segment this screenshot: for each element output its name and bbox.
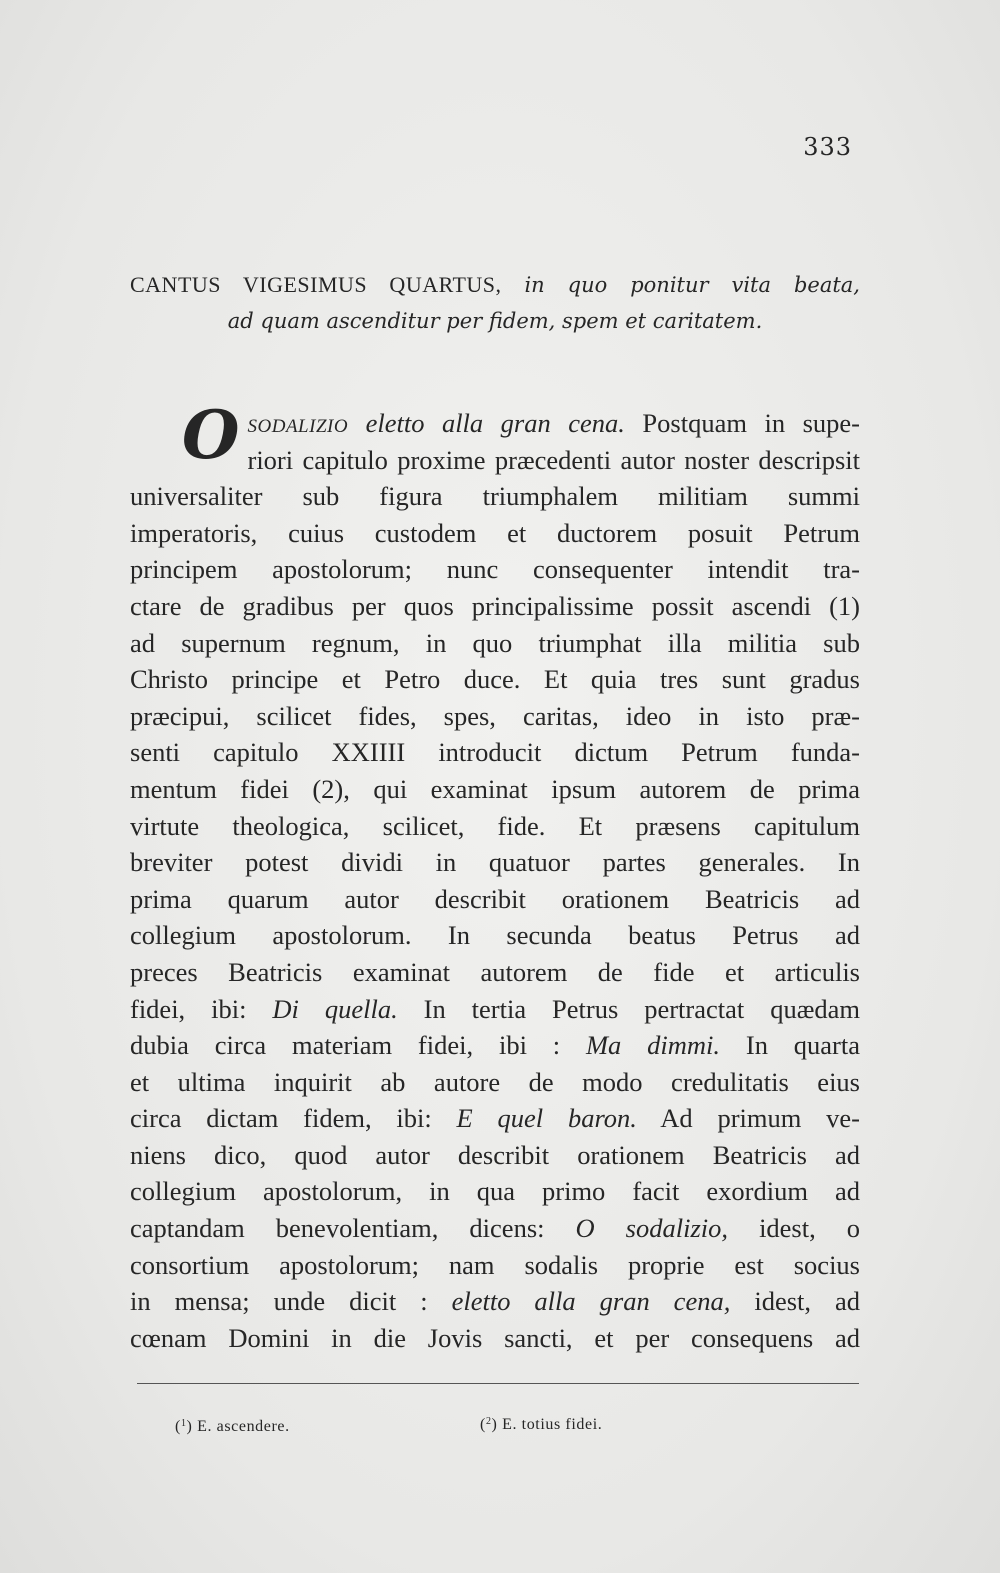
footnote-2-text: E. totius fidei.: [502, 1416, 603, 1433]
text-fragment: circa dictam fidem, ibi:: [130, 1103, 432, 1134]
text-line: [130, 1100, 860, 1137]
footnote-mark-1: (1): [829, 590, 860, 621]
incipit-smallcaps: sodalizio: [247, 408, 349, 438]
text-line: collegium apostolorum. In secunda beatus Petrus ad: [130, 920, 860, 951]
commentary-text: [130, 396, 861, 1356]
footnote-2-mark: 2: [485, 1416, 492, 1427]
text-line: virtute theologica, scilicet, fide. Et præsens capitulum: [130, 810, 860, 841]
text-fragment: In quarta: [745, 1030, 861, 1061]
text-fragment: in mensa; unde dicit :: [130, 1286, 428, 1317]
text-line: breviter potest dividi in quatuor partes generales. In: [130, 847, 860, 878]
text-fragment: captandam benevolentiam, dicens:: [130, 1213, 545, 1244]
text-line: niens dico, quod autor describit orationem Beatricis ad: [130, 1139, 860, 1170]
text-line: preces Beatricis examinat autorem de fide et articulis: [130, 956, 860, 987]
footnote-rule: [137, 1383, 859, 1384]
text-fragment: eletto alla gran cena,: [451, 1286, 731, 1317]
incipit-italic: eletto alla gran cena.: [365, 408, 625, 438]
text-fragment: Postquam in supe-: [642, 408, 860, 438]
text-line: riori capitulo proxime præcedenti autor noster descripsit: [247, 444, 860, 475]
text-line: præcipui, scilicet fides, spes, caritas, ideo in isto præ-: [130, 700, 860, 731]
text-line: [130, 1027, 860, 1064]
text-line: [130, 1283, 860, 1320]
text-line: et ultima inquirit ab autore de modo credulitatis eius: [130, 1066, 860, 1097]
text-fragment: Di quella.: [272, 993, 398, 1024]
text-fragment: E quel baron.: [456, 1103, 637, 1134]
text-line: consortium apostolorum; nam sodalis proprie est socius: [130, 1249, 860, 1280]
text-line: ad supernum regnum, in quo triumphat illa militia sub: [130, 627, 860, 658]
text-fragment: O sodalizio,: [575, 1213, 729, 1244]
text-fragment: dubia circa materiam fidei, ibi :: [130, 1030, 561, 1061]
text-fragment: idest, o: [759, 1213, 861, 1244]
text-line: senti capitulo XXIIII introducit dictum Petrum funda-: [130, 737, 860, 768]
drop-cap: O: [182, 396, 240, 474]
text-fragment: , qui examinat ipsum autorem de prima: [343, 773, 860, 804]
footnote-1: ($^1$) E. ascendere.: [175, 1418, 290, 1435]
text-line: [130, 1210, 860, 1247]
text-fragment: Ma dimmi.: [585, 1030, 721, 1061]
text-fragment: ctare de gradibus per quos principalissime possit ascendi: [130, 590, 812, 621]
text-line: principem apostolorum; nunc consequenter intendit tra-: [130, 554, 860, 585]
text-line: [130, 771, 860, 808]
heading-line-2: ad quam ascenditur per fidem, spem et caritatem.: [227, 309, 763, 333]
footnote-mark-2: (2): [312, 773, 344, 804]
footnote-1-mark: 1: [180, 1418, 187, 1429]
text-line: Christo principe et Petro duce. Et quia tres sunt gradus: [130, 664, 860, 695]
text-line: prima quarum autor describit orationem Beatricis ad: [130, 883, 860, 914]
heading-caps: CANTUS VIGESIMUS QUARTUS,: [130, 272, 502, 297]
text-fragment: fidei, ibi:: [130, 993, 247, 1024]
text-line: cœnam Domini in die Jovis sancti, et per consequens ad: [130, 1322, 860, 1353]
page-number: 333: [803, 133, 852, 161]
text-line: universaliter sub figura triumphalem militiam summi: [130, 481, 860, 512]
text-line: [130, 588, 860, 625]
footnote-2: ($^2$) E. totius fidei.: [480, 1416, 603, 1433]
text-line: [130, 405, 860, 442]
text-fragment: idest, ad: [754, 1286, 860, 1317]
text-line: collegium apostolorum, in qua primo facit exordium ad: [130, 1176, 860, 1207]
chapter-heading: [130, 268, 860, 338]
text-line: imperatoris, cuius custodem et ductorem posuit Petrum: [130, 517, 860, 548]
text-fragment: mentum fidei: [130, 773, 289, 804]
text-fragment: In tertia Petrus pertractat quædam: [423, 993, 860, 1024]
text-line: [130, 991, 860, 1028]
heading-italic-1: in quo ponitur vita beata,: [524, 273, 860, 297]
footnote-1-text: E. ascendere.: [197, 1418, 290, 1435]
heading-line-1: [130, 268, 860, 302]
text-fragment: Ad primum ve-: [660, 1103, 860, 1134]
